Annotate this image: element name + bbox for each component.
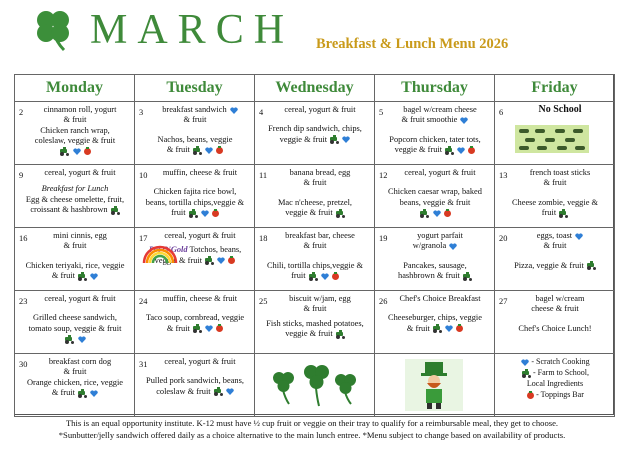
- tomato-icon: [228, 257, 235, 264]
- day-cell: [495, 291, 615, 354]
- day-cell: [255, 354, 375, 417]
- lunch-text: veggie & fruit: [394, 145, 443, 155]
- breakfast-item-cont: [379, 241, 491, 251]
- lunch-item: Chicken teriyaki, rice, veggie: [25, 260, 125, 270]
- tractor-icon: [189, 210, 198, 217]
- breakfast-item-cont: & fruit: [183, 115, 207, 125]
- calendar-table: [14, 74, 615, 417]
- lunch-item: French dip sandwich, chips,: [268, 124, 362, 134]
- day-number: 26: [379, 297, 388, 306]
- tractor-icon: [336, 210, 345, 217]
- breakfast-item: cereal, yogurt & fruit: [164, 357, 236, 366]
- tractor-icon: [445, 147, 454, 154]
- lunch-text: veggie & fruit: [279, 134, 328, 144]
- day-cell: [15, 228, 135, 291]
- tractors-image: [515, 125, 589, 153]
- breakfast-item: breakfast corn dog: [48, 357, 112, 366]
- blue-heart-icon: [433, 210, 441, 217]
- lunch-item: Pancakes, sausage,: [403, 260, 467, 270]
- icon-row: [379, 208, 491, 218]
- breakfast-item: cereal, yogurt & fruit: [44, 294, 116, 303]
- blue-heart-icon: [226, 388, 234, 395]
- legend-toppings: [499, 389, 611, 400]
- day-number: 31: [139, 360, 148, 369]
- day-header-monday: Monday: [15, 75, 135, 102]
- pot-o-gold-label: Pot O'Gold: [148, 245, 188, 255]
- legend-scratch-text: - Scratch Cooking: [531, 357, 590, 366]
- breakfast-item: cereal, yogurt & fruit: [404, 168, 476, 177]
- tractor-icon: [78, 390, 87, 397]
- tractor-icon: [587, 262, 596, 269]
- footer-note-1: This is an equal opportunity institute. K-12 must have ½ cup fruit or veggie on their tray to qualify for a reimbursable meal, they get to choose.: [65, 418, 559, 428]
- theme-label: Breakfast for Lunch: [41, 184, 109, 194]
- day-number: 10: [139, 171, 148, 180]
- blue-heart-icon: [201, 210, 209, 217]
- day-cell: [375, 165, 495, 228]
- lunch-text: Pizza, veggie & fruit: [514, 260, 584, 270]
- tomato-icon: [468, 147, 475, 154]
- legend-toppings-text: - Toppings Bar: [536, 390, 584, 399]
- day-cell: [495, 354, 615, 417]
- lunch-item-cont: beans, veggie & fruit: [399, 197, 471, 207]
- day-number: 5: [379, 108, 384, 117]
- lunch-text: veggie & fruit: [285, 208, 333, 218]
- lunch-text: & fruit: [51, 388, 75, 398]
- day-header-wednesday: Wednesday: [255, 75, 375, 102]
- lunch-item-cont: [259, 271, 371, 281]
- lunch-item: Mac n'cheese, pretzel,: [277, 197, 353, 207]
- icon-row: [19, 334, 131, 344]
- blue-heart-icon: [521, 359, 529, 366]
- tractor-icon: [111, 207, 120, 214]
- lunch-text: fruit: [291, 271, 306, 281]
- day-cell: [15, 291, 135, 354]
- blue-heart-icon: [217, 257, 225, 264]
- breakfast-text: & fruit smoothie: [401, 115, 458, 125]
- day-cell: [15, 354, 135, 417]
- breakfast-item: muffin, cheese & fruit: [162, 168, 238, 177]
- blue-heart-icon: [457, 147, 465, 154]
- blue-heart-icon: [575, 233, 583, 240]
- day-number: 3: [139, 108, 144, 117]
- tractor-icon: [330, 136, 339, 143]
- lunch-item-cont: [139, 324, 251, 334]
- tractor-icon: [60, 148, 69, 155]
- legend: [495, 354, 614, 416]
- tractor-icon: [193, 147, 202, 154]
- breakfast-item: cinnamon roll, yogurt: [43, 105, 117, 114]
- day-cell: [135, 165, 255, 228]
- breakfast-item: cereal, yogurt & fruit: [164, 231, 236, 240]
- tomato-icon: [456, 325, 463, 332]
- lunch-text: veggie & fruit: [154, 255, 203, 265]
- tomato-icon: [216, 325, 223, 332]
- lunch-item-cont: [259, 135, 371, 145]
- day-number: 13: [499, 171, 508, 180]
- shamrocks-image: [265, 362, 365, 408]
- tractor-icon: [78, 273, 87, 280]
- breakfast-item-cont: & fruit: [63, 241, 87, 251]
- breakfast-text: eggs, toast: [536, 231, 573, 240]
- breakfast-item-cont: & fruit: [303, 241, 327, 251]
- tomato-icon: [216, 147, 223, 154]
- week-row-1: [15, 102, 615, 165]
- breakfast-item: bagel w/cream cheese: [403, 105, 477, 114]
- day-header-thursday: Thursday: [375, 75, 495, 102]
- day-number: 11: [259, 171, 268, 180]
- breakfast-item-cont: & fruit: [303, 304, 327, 314]
- day-number: 23: [19, 297, 28, 306]
- lunch-item: Pulled pork sandwich, beans,: [146, 376, 244, 386]
- rainbow-icon: [141, 241, 179, 263]
- breakfast-item: french toast sticks: [529, 168, 591, 177]
- blue-heart-icon: [73, 148, 81, 155]
- day-cell: [375, 102, 495, 165]
- day-cell: [135, 228, 255, 291]
- week-row-5: [15, 354, 615, 417]
- lunch-item-cont: [139, 387, 251, 397]
- day-cell: [495, 165, 615, 228]
- lunch-text: coleslaw & fruit: [156, 386, 211, 396]
- breakfast-item: banana bread, egg: [289, 168, 351, 177]
- breakfast-item-cont: cheese & fruit: [531, 304, 579, 314]
- day-cell: [375, 354, 495, 417]
- breakfast-item-cont: & fruit: [303, 178, 327, 188]
- day-number: 24: [139, 297, 148, 306]
- lunch-item: Chicken caesar wrap, baked: [388, 187, 482, 197]
- day-number: 2: [19, 108, 24, 117]
- blue-heart-icon: [90, 390, 98, 397]
- lunch-item-cont: [499, 208, 611, 218]
- icon-row: [19, 147, 131, 157]
- lunch-item: Nachos, beans, veggie: [157, 134, 233, 144]
- day-cell: [255, 102, 375, 165]
- breakfast-text: w/granola: [412, 241, 447, 251]
- lunch-item: Fish sticks, mashed potatoes,: [266, 318, 364, 328]
- tomato-icon: [212, 210, 219, 217]
- lunch-item: Chili, tortilla chips,veggie &: [266, 260, 364, 270]
- tractor-icon: [193, 325, 202, 332]
- day-cell: [495, 228, 615, 291]
- day-cell: [495, 102, 615, 165]
- lunch-item-cont: [139, 208, 251, 218]
- page-subtitle: Breakfast & Lunch Menu 2026: [316, 36, 509, 52]
- blue-heart-icon: [90, 273, 98, 280]
- tractor-icon: [309, 273, 318, 280]
- lunch-item-cont: [19, 271, 131, 281]
- day-number: 18: [259, 234, 268, 243]
- day-number: 20: [499, 234, 508, 243]
- page-header: [0, 0, 624, 70]
- legend-farm: [499, 367, 611, 378]
- breakfast-item-cont: & fruit: [543, 178, 567, 188]
- blue-heart-icon: [449, 243, 457, 250]
- lunch-text: croissant & hashbrown: [30, 205, 108, 215]
- breakfast-item: yogurt parfait: [417, 231, 463, 240]
- day-number: 9: [19, 171, 24, 180]
- blue-heart-icon: [342, 136, 350, 143]
- day-number: 12: [379, 171, 388, 180]
- breakfast-item: Chef's Choice Breakfast: [399, 294, 481, 303]
- blue-heart-icon: [321, 273, 329, 280]
- lunch-item-cont: coleslaw, veggie & fruit: [34, 136, 116, 146]
- no-school-label: No School: [538, 104, 582, 115]
- day-header-tuesday: Tuesday: [135, 75, 255, 102]
- tomato-icon: [444, 210, 451, 217]
- day-number: 4: [259, 108, 264, 117]
- breakfast-item: mini cinnis, egg: [53, 231, 107, 240]
- blue-heart-icon: [205, 325, 213, 332]
- day-cell: [255, 228, 375, 291]
- lunch-text: hashbrown & fruit: [398, 271, 460, 281]
- lunch-text: veggie & fruit: [285, 329, 333, 339]
- breakfast-item: cereal, yogurt & fruit: [44, 168, 116, 177]
- day-cell: [135, 102, 255, 165]
- lunch-text: fruit: [171, 208, 186, 218]
- tractor-icon: [336, 331, 345, 338]
- lunch-item-cont: [379, 271, 491, 281]
- day-cell: [375, 228, 495, 291]
- day-number: 25: [259, 297, 268, 306]
- breakfast-item: cereal, yogurt & fruit: [284, 105, 356, 114]
- lunch-text: & fruit: [51, 271, 75, 281]
- breakfast-item: [139, 105, 251, 115]
- lunch-text: Totchos, beans,: [189, 245, 242, 255]
- lunch-item: Egg & cheese omelette, fruit,: [25, 194, 125, 204]
- day-number: 30: [19, 360, 28, 369]
- day-header-row: [15, 75, 615, 102]
- day-cell: [375, 291, 495, 354]
- tractor-icon: [463, 273, 472, 280]
- blue-heart-icon: [230, 107, 238, 114]
- day-number: 6: [499, 108, 504, 117]
- legend-local: Local Ingredients: [526, 379, 584, 388]
- day-cell: [15, 165, 135, 228]
- tractor-icon: [522, 370, 531, 377]
- lunch-item: Orange chicken, rice, veggie: [26, 377, 124, 387]
- tractor-icon: [65, 336, 74, 343]
- blue-heart-icon: [460, 117, 468, 124]
- week-row-4: [15, 291, 615, 354]
- breakfast-item: muffin, cheese & fruit: [162, 294, 238, 303]
- lunch-text: & fruit: [166, 323, 190, 333]
- lunch-item-cont: [139, 145, 251, 155]
- breakfast-item-cont: & fruit: [63, 367, 87, 377]
- breakfast-item: [499, 231, 611, 241]
- lunch-item: Chicken ranch wrap,: [40, 125, 110, 135]
- day-cell: [255, 165, 375, 228]
- lunch-item-cont: [379, 145, 491, 155]
- breakfast-item: bagel w/cream: [535, 294, 585, 303]
- lunch-item: Cheese zombie, veggie &: [511, 197, 599, 207]
- legend-farm-text: - Farm to School,: [533, 368, 589, 377]
- tomato-icon: [84, 148, 91, 155]
- day-cell: [255, 291, 375, 354]
- day-cell: [135, 291, 255, 354]
- day-number: 27: [499, 297, 508, 306]
- lunch-text: fruit: [541, 208, 557, 218]
- tractor-icon: [205, 257, 214, 264]
- lunch-item-cont: tomato soup, veggie & fruit: [28, 323, 122, 333]
- lunch-item-cont: [19, 205, 131, 215]
- leprechaun-image: [405, 359, 463, 411]
- day-number: 17: [139, 234, 148, 243]
- lunch-item-cont: [19, 388, 131, 398]
- lunch-item: Cheeseburger, chips, veggie: [388, 313, 482, 323]
- day-header-friday: Friday: [495, 75, 615, 102]
- lunch-text: & fruit: [166, 145, 190, 155]
- week-row-3: [15, 228, 615, 291]
- lunch-item: [499, 261, 611, 271]
- lunch-item-cont: beans, tortilla chips,veggie &: [145, 197, 245, 207]
- lunch-item: Chicken fajita rice bowl,: [153, 187, 237, 197]
- day-number: 19: [379, 234, 388, 243]
- footer-note-2: *Sunbutter/jelly sandwich offered daily as a choice alternative to the main lunch entree. *Menu subject to change based on availability of products.: [58, 430, 566, 440]
- tractor-icon: [420, 210, 429, 217]
- breakfast-item: biscuit w/jam, egg: [289, 294, 351, 303]
- lunch-item: Chef's Choice Lunch!: [518, 323, 592, 333]
- day-cell: [15, 102, 135, 165]
- breakfast-item: breakfast bar, cheese: [285, 231, 355, 240]
- lunch-item: Popcorn chicken, tater tots,: [389, 134, 481, 144]
- lunch-item: Grilled cheese sandwich,: [33, 313, 117, 323]
- tractor-icon: [559, 210, 568, 217]
- day-cell: [135, 354, 255, 417]
- breakfast-item-cont: & fruit: [63, 115, 87, 125]
- tractor-icon: [433, 325, 442, 332]
- legend-scratch: [499, 356, 611, 367]
- lunch-item: Taco soup, cornbread, veggie: [145, 313, 245, 323]
- day-number: 16: [19, 234, 28, 243]
- page-title: MARCH: [90, 7, 295, 53]
- tomato-icon: [527, 392, 534, 399]
- lunch-text: & fruit: [406, 323, 430, 333]
- lunch-item-cont: [259, 329, 371, 339]
- breakfast-text: breakfast sandwich: [162, 105, 227, 114]
- tomato-icon: [332, 273, 339, 280]
- shamrock-icon: [30, 6, 76, 52]
- lunch-item-cont: [259, 208, 371, 218]
- lunch-item-cont: [379, 324, 491, 334]
- week-row-2: [15, 165, 615, 228]
- blue-heart-icon: [78, 336, 86, 343]
- breakfast-item-cont: & fruit: [543, 241, 567, 251]
- blue-heart-icon: [445, 325, 453, 332]
- breakfast-item-cont: [379, 115, 491, 125]
- menu-calendar: [14, 74, 614, 415]
- tractor-icon: [214, 388, 223, 395]
- blue-heart-icon: [205, 147, 213, 154]
